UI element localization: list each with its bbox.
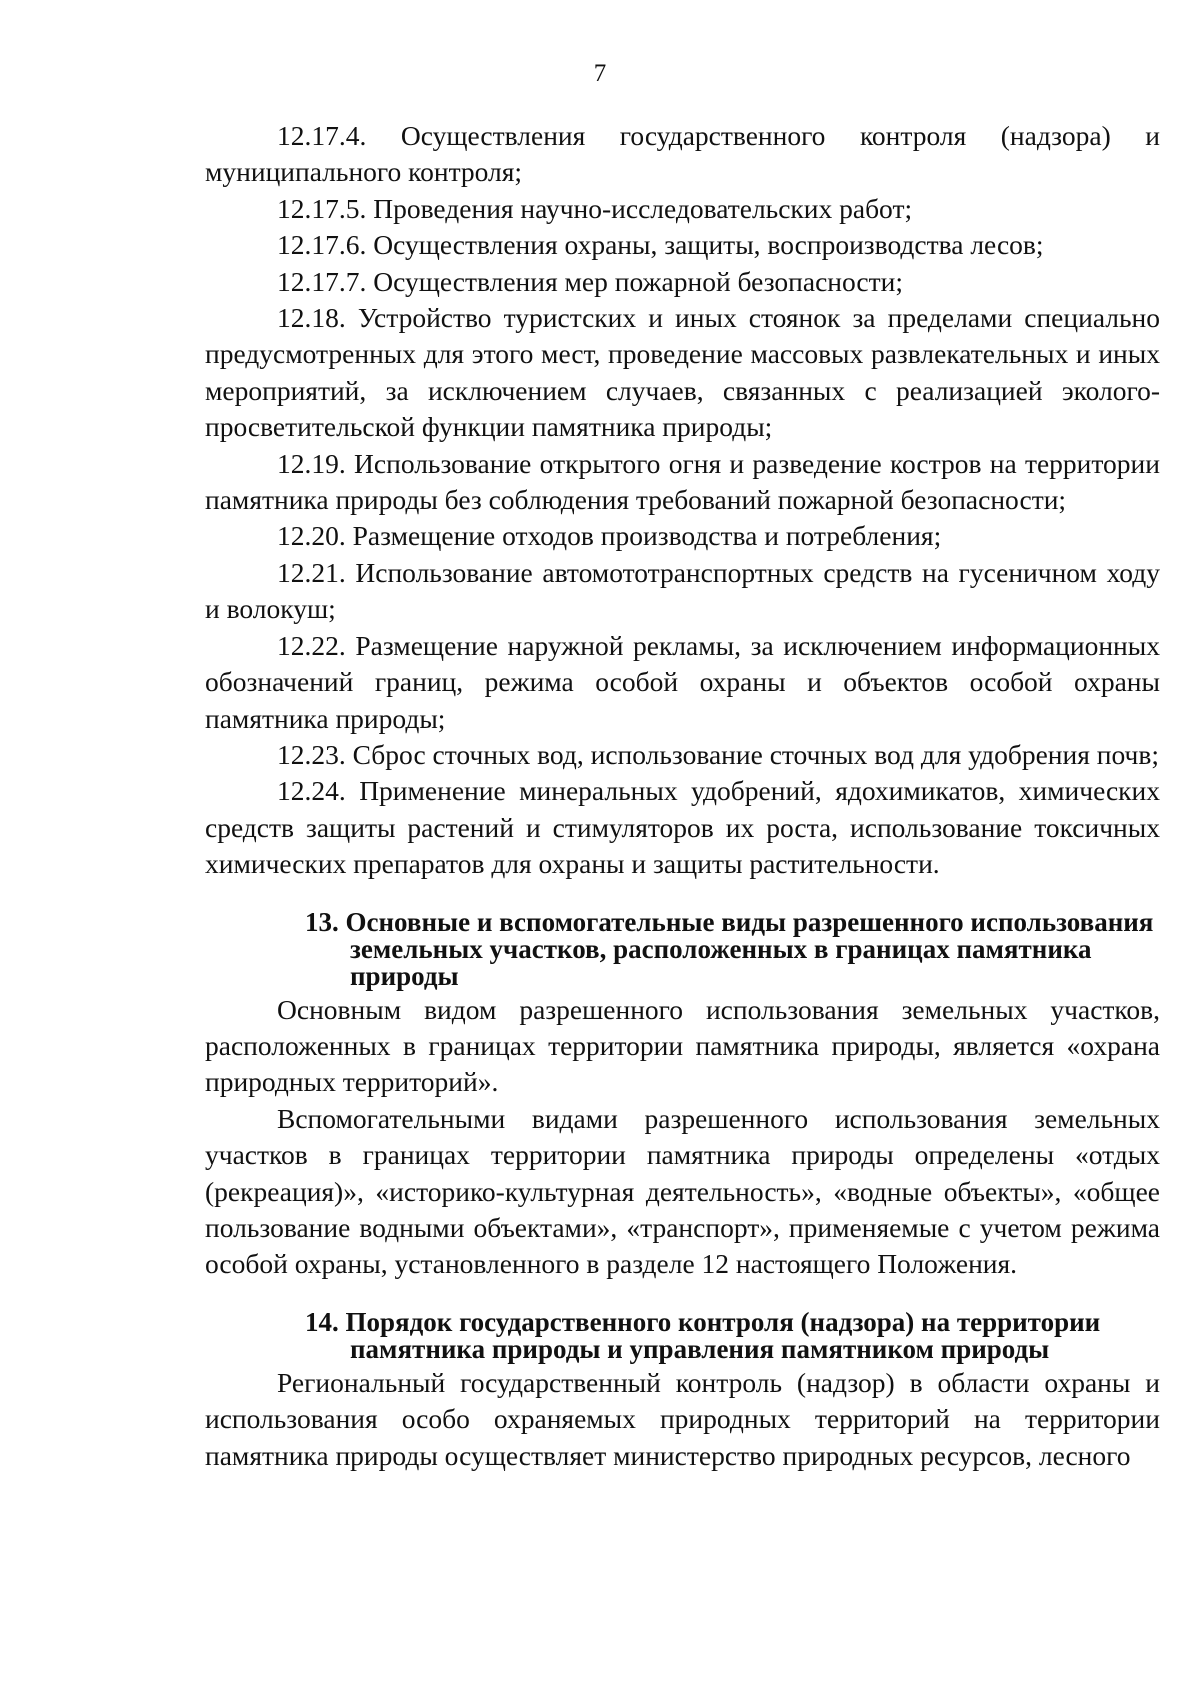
item-12-17-5: 12.17.5. Проведения научно-исследовательских работ;	[277, 192, 913, 224]
section-13-paragraph: Вспомогательными видами разрешенного использования земельных участков в границах территории памятника природы определены «отдых (рекреация)», «историко-культурная деятельность», «водные объекты», «общее пользование водными объектами», «транспорт», применяемые с учетом режима особой охраны, установленного в разделе 12 настоящего Положения.	[205, 1102, 1160, 1280]
item-12-20: 12.20. Размещение отходов производства и потребления;	[277, 520, 942, 552]
item-12-17-4: 12.17.4. Осуществления государственного контроля (надзора) и муниципального контроля;	[205, 120, 1160, 188]
item-12-17-7: 12.17.7. Осуществления мер пожарной безопасности;	[277, 265, 904, 297]
section-14-paragraph: Региональный государственный контроль (надзор) в области охраны и использования особо охраняемых природных территорий на территории памятника природы осуществляет министерство природных ресурсов, лесного	[205, 1366, 1160, 1471]
section-13-heading: 13. Основные и вспомогательные виды разрешенного использования земельных участков, расположенных в границах памятника природы	[305, 906, 1154, 991]
document-body	[205, 118, 1160, 1474]
item-12-21: 12.21. Использование автомототранспортных средств на гусеничном ходу и волокуш;	[205, 556, 1160, 625]
section-14-heading: 14. Порядок государственного контроля (надзора) на территории памятника природы и управления памятником природы	[305, 1306, 1101, 1364]
section-13-paragraph: Основным видом разрешенного использования земельных участков, расположенных в границах территории памятника природы, является «охрана природных территорий».	[205, 993, 1160, 1098]
item-12-22: 12.22. Размещение наружной рекламы, за исключением информационных обозначений границ, режима особой охраны и объектов особой охраны памятника природы;	[205, 629, 1160, 734]
item-12-24: 12.24. Применение минеральных удобрений, ядохимикатов, химических средств защиты растений и стимуляторов их роста, использование токсичных химических препаратов для охраны и защиты растительности.	[205, 775, 1160, 880]
item-12-17-6: 12.17.6. Осуществления охраны, защиты, воспроизводства лесов;	[277, 229, 1044, 261]
item-12-23: 12.23. Сброс сточных вод, использование сточных вод для удобрения почв;	[277, 738, 1159, 770]
item-12-18: 12.18. Устройство туристских и иных стоянок за пределами специально предусмотренных для этого мест, проведение массовых развлекательных и иных мероприятий, за исключением случаев, связанных с реализацией эколого-просветительской функции памятника природы;	[205, 302, 1160, 443]
page-number: 7	[593, 60, 607, 87]
item-12-19: 12.19. Использование открытого огня и разведение костров на территории памятника природы без соблюдения требований пожарной безопасности;	[205, 447, 1160, 516]
